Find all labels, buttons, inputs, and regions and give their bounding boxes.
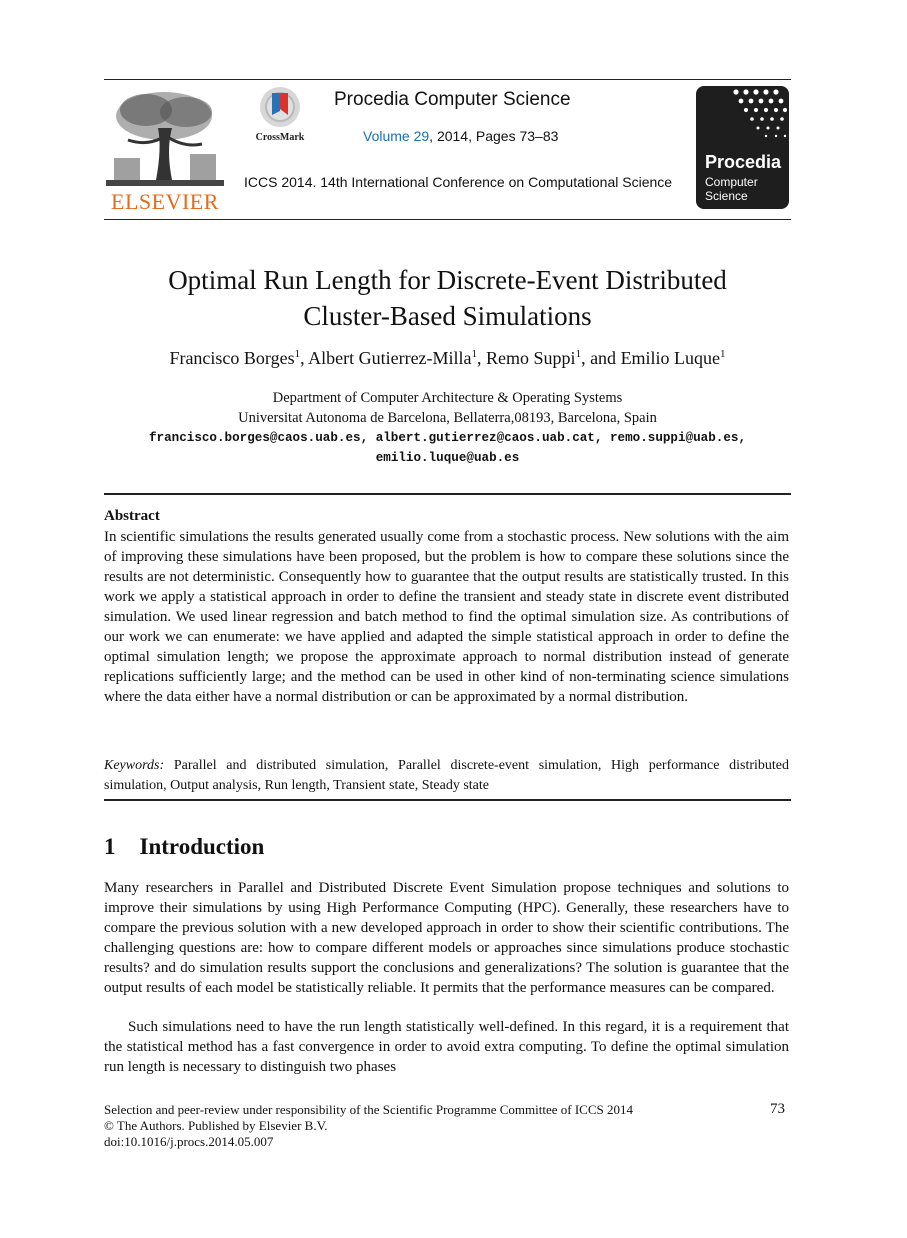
author-list xyxy=(104,348,791,369)
footer-selection: Selection and peer-review under responsibility of the Scientific Programme Committee of ICCS 2014 xyxy=(104,1102,634,1117)
intro-paragraph-2: Such simulations need to have the run length statistically well-defined. In this regard, it is a requirement that the statistical method has a fast convergence in order to avoid extra computing. To define the optimal simulation run length is necessary to distinguish two phases xyxy=(104,1019,789,1075)
footer-copyright: © The Authors. Published by Elsevier B.V. xyxy=(104,1118,328,1133)
volume-pages: , 2014, Pages 73–83 xyxy=(429,128,559,144)
elsevier-tree-icon xyxy=(106,88,224,186)
page-number: 73 xyxy=(770,1101,785,1117)
elsevier-wordmark: ELSEVIER xyxy=(111,189,219,214)
keywords xyxy=(104,756,789,796)
author-separator: , xyxy=(300,348,309,368)
affiliation-block xyxy=(104,388,791,468)
author-name: Albert Gutierrez-Milla xyxy=(308,348,472,368)
abstract-heading: Abstract xyxy=(104,508,160,524)
header-bottom-rule xyxy=(104,219,791,220)
procedia-logo-line2: Computer xyxy=(705,175,758,189)
author-separator: , xyxy=(477,348,487,368)
keywords-label: Keywords: xyxy=(104,758,165,773)
volume-line xyxy=(363,128,558,144)
abstract-bottom-rule xyxy=(104,799,791,801)
section-number: 1 xyxy=(104,834,116,859)
abstract-text: In scientific simulations the results generated usually come from a stochastic process. New solutions with the aim of improving these simulations have been proposed, but the problem is how to compare these solutions since the results are not deterministic. Consequently how to guarantee that the output results are statistically trusted. In this work we apply a statistical approach in order to define the transient and steady state in discrete event distributed simulation. We used linear regression and batch method to find the optimal simulation size. As contributions of our work we can enumerate: we have applied and adapted the simple statistical approach in order to define the optimal simulation length; we propose the approximate approach to normal distribution instead of generate replications sufficiently large; and the method can be used in other kind of non-terminating science simulations where the data either have a normal distribution or can be approximated by a normal distribution. xyxy=(104,529,789,705)
paper-title xyxy=(104,262,791,334)
procedia-logo-title: Procedia xyxy=(705,152,782,172)
procedia-logo-line3: Science xyxy=(705,189,748,203)
section-title: Introduction xyxy=(139,834,265,859)
author-name: Emilio Luque xyxy=(620,348,721,368)
author-name: Francisco Borges xyxy=(169,348,295,368)
journal-name[interactable]: Procedia Computer Science xyxy=(334,89,571,110)
crossmark-label: CrossMark xyxy=(255,132,305,143)
author-separator: , and xyxy=(581,348,621,368)
conference-name: ICCS 2014. 14th International Conference on Computational Science xyxy=(244,174,673,190)
dots-pattern-icon xyxy=(696,86,789,146)
keywords-text: Parallel and distributed simulation, Parallel discrete-event simulation, High performance distributed simulation, Output analysis, Run length, Transient state, Steady state xyxy=(104,758,789,793)
paper-title-line2: Cluster-Based Simulations xyxy=(303,301,592,331)
volume-link[interactable]: Volume 29 xyxy=(363,128,430,144)
crossmark-icon xyxy=(258,85,302,129)
affiliation-university: Universitat Autonoma de Barcelona, Bellaterra,08193, Barcelona, Spain xyxy=(238,410,657,426)
author-affiliation-marker: 1 xyxy=(294,348,301,360)
intro-paragraph-1: Many researchers in Parallel and Distributed Discrete Event Simulation propose techniques and solutions to improve their simulations by using High Performance Computing (HPC). Generally, these researchers have to compare the previous solution with a new developed approach in order to show their scientific contributions. The challenging questions are: how to compare different models or approaches since simulations produce stochastic results? and do simulation results support the conclusions and generalizations? The solution is guarantee that the output results of each model be statistically reliable. It permits that the performance measures can be compared. xyxy=(104,880,789,996)
author-affiliation-marker: 1 xyxy=(575,348,582,360)
paper-title-line1: Optimal Run Length for Discrete-Event Distributed xyxy=(168,265,727,295)
affiliation-dept: Department of Computer Architecture & Operating Systems xyxy=(272,390,623,406)
abstract-top-rule xyxy=(104,493,791,495)
header-top-rule xyxy=(104,79,791,80)
crossmark-badge[interactable] xyxy=(252,85,308,145)
author-affiliation-marker: 1 xyxy=(471,348,478,360)
footer-doi[interactable]: doi:10.1016/j.procs.2014.05.007 xyxy=(104,1134,274,1149)
author-emails-2[interactable]: emilio.luque@uab.es xyxy=(375,451,520,465)
author-name: Remo Suppi xyxy=(486,348,576,368)
elsevier-logo[interactable] xyxy=(106,88,224,214)
procedia-logo[interactable] xyxy=(696,86,789,209)
author-emails[interactable]: francisco.borges@caos.uab.es, albert.gutierrez@caos.uab.cat, remo.suppi@uab.es, xyxy=(148,431,747,445)
section-heading xyxy=(104,834,264,860)
author-affiliation-marker: 1 xyxy=(720,348,726,360)
